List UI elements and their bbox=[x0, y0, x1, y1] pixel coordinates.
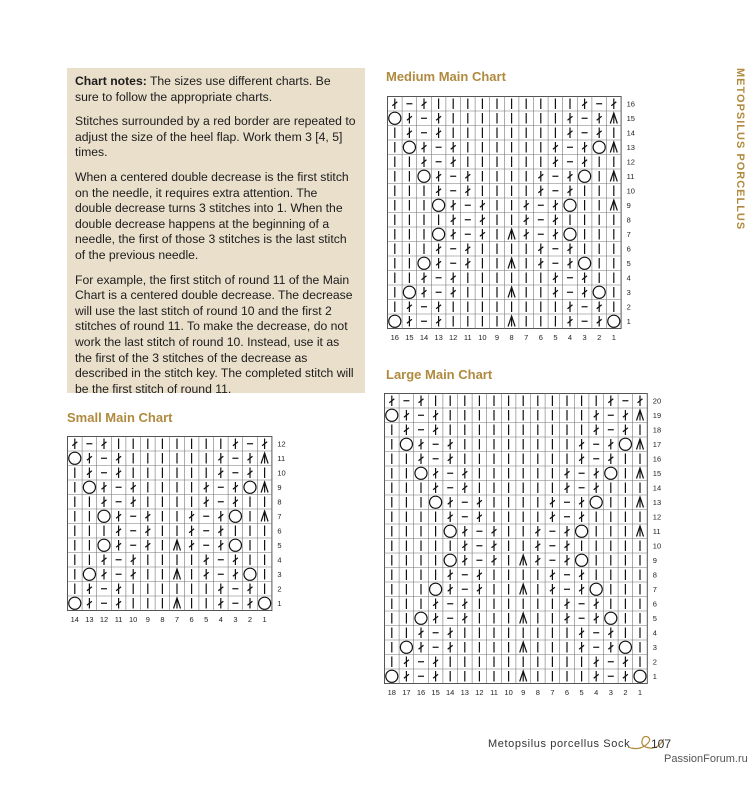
small-row-number: 12 bbox=[277, 439, 286, 449]
small-column-number: 3 bbox=[233, 615, 238, 624]
large-column-number: 1 bbox=[637, 688, 643, 697]
small-row-number: 8 bbox=[277, 497, 282, 507]
large-column-number: 6 bbox=[564, 688, 570, 697]
chart-notes-box bbox=[67, 68, 365, 396]
small-row-number: 3 bbox=[277, 569, 282, 579]
notes-paragraph-3: When a centered double decrease is the first stitch on the needle, it requires extra attention. The double decrease turns 3 stitches into 1. When the double decrease happens at the beginning of a needle, the first of those 3 stitches is the last stitch of the previous needle. bbox=[75, 169, 349, 262]
large-column-number: 13 bbox=[460, 688, 469, 697]
large-column-number: 8 bbox=[535, 688, 540, 697]
large-column-number: 11 bbox=[490, 688, 498, 697]
medium-column-number: 12 bbox=[449, 333, 458, 342]
medium-column-number: 11 bbox=[463, 333, 472, 342]
large-row-number: 8 bbox=[652, 570, 657, 580]
large-row-number: 20 bbox=[652, 396, 662, 406]
medium-row-number: 13 bbox=[626, 142, 635, 152]
small-column-number: 7 bbox=[174, 615, 180, 624]
medium-column-number: 16 bbox=[390, 333, 399, 342]
large-column-number: 12 bbox=[475, 688, 484, 697]
large-column-number: 16 bbox=[416, 688, 426, 697]
notes-heading: Chart notes: bbox=[75, 74, 147, 88]
small-row-number: 10 bbox=[277, 468, 286, 478]
small-row-number: 4 bbox=[277, 555, 282, 565]
small-column-number: 10 bbox=[129, 615, 138, 624]
large-row-number: 16 bbox=[652, 454, 662, 464]
large-row-number: 6 bbox=[652, 599, 657, 609]
small-row-number: 2 bbox=[277, 584, 282, 594]
small-row-number: 9 bbox=[277, 482, 282, 492]
notes-text: The sizes use different charts. Be sure to follow the appropriate charts. bbox=[75, 74, 331, 104]
small-column-number: 6 bbox=[189, 615, 194, 624]
large-row-number: 2 bbox=[652, 657, 657, 667]
large-row-number: 17 bbox=[652, 439, 662, 449]
small-row-number: 7 bbox=[277, 511, 282, 521]
small-row-number: 1 bbox=[277, 598, 282, 608]
medium-column-number: 14 bbox=[419, 333, 429, 342]
large-column-number: 17 bbox=[402, 688, 411, 697]
medium-column-number: 13 bbox=[434, 333, 443, 342]
medium-main-chart bbox=[387, 96, 643, 349]
large-chart-title: Large Main Chart bbox=[386, 367, 493, 382]
small-column-number: 2 bbox=[247, 615, 253, 624]
medium-row-number: 1 bbox=[626, 316, 631, 326]
large-row-number: 1 bbox=[652, 671, 657, 681]
large-row-number: 3 bbox=[652, 642, 657, 652]
large-main-chart bbox=[384, 393, 669, 704]
medium-column-number: 15 bbox=[405, 333, 414, 342]
medium-column-number: 7 bbox=[524, 333, 529, 342]
small-column-number: 5 bbox=[204, 615, 209, 624]
small-chart-svg bbox=[67, 436, 293, 626]
large-row-number: 4 bbox=[652, 628, 657, 638]
large-row-number: 12 bbox=[652, 512, 662, 522]
medium-row-number: 15 bbox=[626, 113, 635, 123]
medium-row-number: 14 bbox=[626, 128, 635, 138]
medium-chart-svg bbox=[387, 96, 643, 344]
small-chart-title: Small Main Chart bbox=[67, 410, 173, 425]
footer-title: Metopsilus porcellus Sock bbox=[488, 738, 631, 750]
notes-paragraph-4: For example, the first stitch of round 11 of the Main Chart is a centered double decrease. The decrease will use the last stitch of round 10 and the first 2 stitches of round 11. To make the decrease, do not work the last stitch of round 10. Instead, use it as the first of the 3 stitches of the decrease as described in the stitch key. The completed stitch will be the first stitch of round 11. bbox=[75, 272, 354, 396]
large-column-number: 7 bbox=[550, 688, 555, 697]
medium-row-number: 3 bbox=[626, 287, 631, 297]
large-column-number: 2 bbox=[623, 688, 628, 697]
medium-column-number: 9 bbox=[494, 333, 500, 342]
notes-paragraph-1 bbox=[75, 74, 357, 105]
small-column-number: 13 bbox=[85, 615, 94, 624]
large-column-number: 3 bbox=[608, 688, 613, 697]
watermark: PassionForum.ru bbox=[664, 753, 748, 765]
large-chart-grid bbox=[385, 394, 648, 684]
small-column-number: 4 bbox=[218, 615, 223, 624]
small-column-number: 8 bbox=[160, 615, 165, 624]
medium-column-number: 10 bbox=[478, 333, 487, 342]
medium-chart-title: Medium Main Chart bbox=[386, 69, 506, 84]
medium-column-number: 6 bbox=[538, 333, 543, 342]
large-row-number: 18 bbox=[652, 425, 662, 435]
medium-column-number: 2 bbox=[597, 333, 602, 342]
medium-row-number: 5 bbox=[626, 258, 631, 268]
medium-column-number: 8 bbox=[509, 333, 514, 342]
large-column-number: 5 bbox=[579, 688, 584, 697]
small-row-number: 6 bbox=[277, 526, 282, 536]
large-column-number: 18 bbox=[387, 688, 396, 697]
small-chart-grid bbox=[68, 437, 272, 611]
large-row-number: 9 bbox=[652, 555, 657, 565]
large-row-number: 13 bbox=[652, 497, 662, 507]
page-number: 107 bbox=[651, 737, 672, 751]
medium-column-number: 5 bbox=[553, 333, 558, 342]
large-row-number: 5 bbox=[652, 613, 657, 623]
large-column-number: 14 bbox=[446, 688, 455, 697]
medium-row-number: 4 bbox=[626, 273, 631, 283]
medium-row-number: 2 bbox=[626, 302, 631, 312]
medium-column-number: 3 bbox=[582, 333, 587, 342]
medium-row-number: 8 bbox=[626, 215, 631, 225]
small-row-number: 11 bbox=[277, 453, 286, 463]
large-column-number: 4 bbox=[594, 688, 599, 697]
medium-row-number: 9 bbox=[626, 200, 631, 210]
large-column-number: 15 bbox=[431, 688, 440, 697]
small-column-number: 9 bbox=[145, 615, 150, 624]
large-column-number: 9 bbox=[521, 688, 526, 697]
small-main-chart bbox=[67, 436, 293, 631]
medium-row-number: 11 bbox=[626, 171, 635, 181]
small-column-number: 11 bbox=[114, 615, 123, 624]
small-column-number: 14 bbox=[70, 615, 79, 624]
small-column-number: 1 bbox=[262, 615, 267, 624]
large-row-number: 15 bbox=[652, 468, 662, 478]
side-title bbox=[728, 68, 748, 298]
large-column-number: 10 bbox=[504, 688, 513, 697]
large-row-number: 14 bbox=[652, 483, 662, 493]
large-row-number: 7 bbox=[652, 584, 657, 594]
notes-paragraph-2: Stitches surrounded by a red border are repeated to adjust the size of the heel flap. Work them 3 [4, 5] times. bbox=[75, 114, 356, 160]
medium-row-number: 16 bbox=[626, 99, 635, 109]
small-row-number: 5 bbox=[277, 540, 282, 550]
large-row-number: 10 bbox=[652, 541, 662, 551]
large-chart-svg bbox=[384, 393, 669, 699]
medium-row-number: 7 bbox=[626, 229, 631, 239]
medium-column-number: 1 bbox=[611, 333, 616, 342]
large-row-number: 11 bbox=[652, 526, 661, 536]
small-column-number: 12 bbox=[99, 615, 109, 624]
large-row-number: 19 bbox=[652, 410, 662, 420]
medium-row-number: 10 bbox=[626, 186, 635, 196]
medium-row-number: 12 bbox=[626, 157, 635, 167]
medium-column-number: 4 bbox=[567, 333, 573, 342]
medium-row-number: 6 bbox=[626, 244, 631, 254]
side-title-text: METOPSILUS PORCELLUS bbox=[734, 68, 746, 231]
